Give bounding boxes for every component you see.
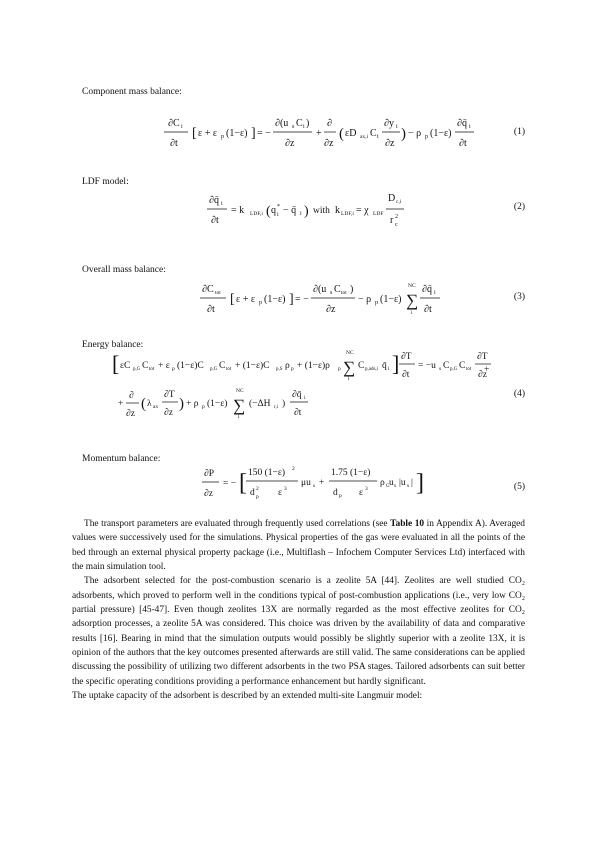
svg-text:∂z: ∂z [385, 138, 395, 149]
svg-text:∂t: ∂t [459, 138, 467, 149]
svg-text:∂q̄: ∂q̄ [209, 195, 219, 206]
svg-text:εC: εC [120, 361, 131, 371]
svg-text:p: p [221, 134, 224, 140]
svg-text:+ ρ: + ρ [186, 399, 199, 409]
svg-text:): ) [401, 126, 406, 142]
svg-text:∂T: ∂T [477, 352, 488, 362]
svg-text:λ: λ [147, 399, 152, 409]
svg-text:p,G: p,G [450, 367, 458, 372]
svg-text:d: d [250, 488, 255, 498]
svg-text:i: i [303, 124, 305, 130]
equation-number-5: (5) [513, 482, 525, 492]
svg-text:3: 3 [365, 486, 368, 492]
svg-text:∂: ∂ [129, 391, 134, 401]
ldf-with-label: with [313, 206, 330, 216]
svg-text:d: d [333, 488, 338, 498]
svg-text:= k: = k [231, 205, 245, 216]
svg-text:∂C: ∂C [168, 118, 180, 129]
svg-text:− q̄: − q̄ [283, 205, 297, 216]
svg-text:s: s [407, 483, 410, 489]
svg-text:− ρ: − ρ [358, 294, 372, 305]
svg-text:p,S: p,S [276, 367, 283, 372]
svg-text:C: C [459, 361, 466, 371]
heading-overall-mass-balance: Overall mass balance: [82, 265, 166, 275]
svg-text:NC: NC [408, 283, 416, 289]
svg-text:∂y: ∂y [384, 118, 394, 129]
svg-text:2: 2 [256, 486, 259, 492]
svg-text:C: C [370, 128, 377, 139]
svg-text:ε: ε [359, 488, 363, 498]
table-10-reference: Table 10 [390, 519, 425, 529]
svg-text:∂z: ∂z [126, 409, 135, 419]
equation-number-3: (3) [513, 292, 525, 302]
svg-text:[: [ [239, 470, 247, 496]
svg-text:p: p [202, 404, 205, 410]
svg-text:2: 2 [292, 466, 295, 472]
svg-text:ax: ax [153, 404, 159, 410]
svg-text:i: i [388, 366, 390, 372]
equation-ldf-model [205, 189, 405, 235]
svg-text:tot: tot [226, 367, 232, 372]
svg-text:2: 2 [395, 214, 398, 220]
svg-text:150 (1−ε): 150 (1−ε) [248, 468, 286, 478]
svg-text:LDF,i: LDF,i [250, 211, 263, 217]
svg-text:i: i [181, 124, 183, 130]
heading-ldf-model: LDF model: [82, 177, 129, 187]
svg-text:C: C [219, 361, 226, 371]
svg-text:D: D [388, 193, 396, 204]
svg-text:∑: ∑ [343, 358, 356, 377]
svg-text:r: r [390, 215, 394, 226]
svg-text:∂q̄: ∂q̄ [422, 284, 432, 295]
svg-text:∂C: ∂C [202, 284, 214, 295]
svg-text:i: i [300, 211, 302, 217]
svg-text:): ) [304, 204, 309, 219]
svg-text:i: i [411, 310, 413, 316]
svg-text:(1−ε): (1−ε) [430, 128, 452, 139]
svg-text:p: p [259, 300, 262, 306]
svg-text:]: ] [392, 351, 400, 376]
svg-text:p,G: p,G [133, 367, 141, 372]
svg-text:[: [ [192, 126, 197, 141]
svg-text:q̄: q̄ [382, 361, 387, 371]
svg-text:G: G [386, 484, 390, 489]
svg-text:tot: tot [466, 367, 472, 372]
svg-text:LDF: LDF [373, 211, 384, 217]
svg-text:C: C [358, 361, 365, 371]
svg-text:t: t [377, 134, 379, 140]
svg-text:(1−ε)C: (1−ε)C [177, 361, 204, 371]
svg-text:= −: = − [223, 479, 237, 489]
svg-text:s: s [330, 290, 333, 296]
svg-text:k: k [335, 205, 340, 216]
svg-text:∂T: ∂T [164, 390, 175, 400]
svg-text:q: q [271, 205, 276, 216]
svg-text:(1−ε): (1−ε) [207, 399, 228, 409]
svg-text:+ ε: + ε [158, 361, 170, 371]
svg-text:∂t: ∂t [170, 138, 178, 149]
svg-text:∂: ∂ [327, 118, 332, 129]
svg-text:tot: tot [215, 290, 221, 296]
svg-text:= −: = − [257, 128, 271, 139]
svg-text:∂(u: ∂(u [275, 118, 289, 129]
equation-component-mass-balance [160, 112, 460, 156]
svg-text:∂P: ∂P [204, 469, 214, 479]
svg-text:(1−ε): (1−ε) [380, 294, 402, 305]
svg-text:∑: ∑ [406, 291, 419, 310]
svg-text:NC: NC [236, 388, 244, 394]
svg-text:C: C [443, 361, 450, 371]
svg-text:LDF,i: LDF,i [341, 211, 354, 217]
svg-text:∂z: ∂z [326, 304, 336, 315]
svg-text:(1−ε): (1−ε) [264, 294, 286, 305]
svg-text:μu: μu [301, 478, 311, 488]
svg-text:i: i [348, 376, 350, 382]
svg-text:p: p [256, 494, 259, 500]
svg-text:i: i [221, 201, 223, 207]
svg-text:∂z: ∂z [478, 370, 487, 380]
svg-text:p: p [375, 300, 378, 306]
svg-text:i: i [396, 124, 398, 130]
svg-text:∂t: ∂t [211, 215, 219, 226]
svg-text:∂z: ∂z [324, 138, 334, 149]
svg-text:]: ] [289, 292, 294, 307]
svg-text:+: + [316, 128, 322, 139]
svg-text:p: p [291, 366, 294, 372]
svg-text:p,ads,i: p,ads,i [365, 367, 379, 372]
svg-text:p: p [425, 134, 428, 140]
svg-text:*: * [277, 204, 280, 210]
svg-text:− ρ: − ρ [408, 128, 422, 139]
equation-number-4: (4) [513, 389, 525, 399]
svg-text:): ) [179, 396, 184, 412]
svg-text:C: C [142, 361, 149, 371]
svg-text:p,G: p,G [210, 367, 218, 372]
svg-text:p: p [339, 493, 342, 499]
svg-text:c,i: c,i [396, 199, 402, 205]
svg-text:|: | [411, 478, 413, 488]
svg-text:s: s [394, 483, 397, 489]
svg-text:= −: = − [295, 294, 309, 305]
svg-text:c: c [395, 222, 398, 228]
svg-text:= χ: = χ [356, 205, 369, 216]
equation-overall-mass-balance-sum [406, 278, 446, 326]
svg-text:(: ( [141, 396, 146, 412]
svg-text:ρ: ρ [285, 361, 290, 371]
svg-text:ε + ε: ε + ε [236, 294, 256, 305]
paragraph-adsorbent: The adsorbent selected for the post-combustion scenario is a zeolite 5A [44]. Zeolites are well studied CO₂ adsorbents, which proved to perform well in the conditions typical of post-combustion applications (i.e., very low CO₂ partial pressure) [45-47]. Even though zeolites 13X are normally regarded as the most effective zeolites for CO₂ adsorption processes, a zeolite 5A was considered. This choice was driven by the availability of data and comparative results [16]. Bearing in mind that the simulation outputs would possibly be slightly superior with a zeolite 13X, it is opinion of the authors that the key outcomes presented afterwards are still valid. The same considerations can be applied discussing the possibility of utilizing two different adsorbents in the two PSA stages. Tailored adsorbents can suit better the specific operating conditions providing a performance enhancement but hardly significant. [72, 576, 525, 687]
svg-text:∂t: ∂t [294, 408, 302, 418]
svg-text:p: p [172, 366, 175, 372]
svg-text:): ) [306, 118, 310, 129]
svg-text:+ (1−ε)ρ: + (1−ε)ρ [297, 361, 330, 371]
svg-text:∂t: ∂t [402, 370, 410, 380]
svg-text:ρ: ρ [380, 478, 385, 488]
svg-text:): ) [350, 284, 354, 295]
svg-text:+: + [484, 365, 490, 375]
svg-text:ε + ε: ε + ε [198, 128, 218, 139]
svg-text:∂t: ∂t [207, 304, 215, 315]
svg-text:∂t: ∂t [424, 304, 432, 315]
equation-overall-mass-balance [198, 278, 408, 326]
svg-text:s: s [292, 124, 295, 130]
svg-text:i: i [304, 395, 306, 401]
svg-text:∂z: ∂z [164, 408, 173, 418]
equation-number-1: (1) [513, 127, 525, 137]
svg-text:∂T: ∂T [401, 352, 412, 362]
svg-text:[: [ [112, 351, 120, 376]
paragraph-transport-parameters: The transport parameters are evaluated through frequently used correlations (see Table 10 in Appendix A). Averaged values were successively used for the simulations. Physical properties of the gas were evaluated in all the points of the bed through an external physical property package (i.e., Multiflash – Infochem Computer Services Ltd) interfaced with the main simulation tool. [72, 519, 525, 573]
svg-text:∂z: ∂z [285, 138, 295, 149]
svg-text:= −u: = −u [418, 361, 436, 371]
svg-text:ε: ε [278, 488, 282, 498]
svg-text:3: 3 [284, 486, 287, 492]
svg-text:i: i [469, 124, 471, 130]
svg-text:tot: tot [341, 290, 347, 296]
svg-text:+: + [319, 478, 325, 488]
svg-text:tot: tot [149, 367, 155, 372]
svg-text:∂q̄: ∂q̄ [457, 118, 467, 129]
svg-text:ax,i: ax,i [360, 134, 369, 140]
svg-text:(: ( [266, 204, 271, 219]
svg-text:u: u [389, 478, 394, 488]
heading-component-mass-balance: Component mass balance: [82, 87, 182, 97]
svg-text:∂(u: ∂(u [313, 284, 327, 295]
svg-text:|u: |u [399, 478, 406, 488]
svg-text:r,i: r,i [274, 405, 279, 410]
svg-text:i: i [238, 414, 240, 420]
equation-number-2: (2) [513, 202, 525, 212]
equation-momentum-balance [202, 462, 402, 508]
equation-momentum-balance-tail [389, 462, 429, 508]
svg-text:[: [ [230, 292, 235, 307]
equation-energy-balance [112, 346, 492, 436]
svg-text:1.75 (1−ε): 1.75 (1−ε) [331, 468, 371, 478]
svg-text:+ (1−ε)C: + (1−ε)C [235, 361, 270, 371]
svg-text:(−ΔH: (−ΔH [249, 399, 271, 409]
svg-text:∂q̄: ∂q̄ [292, 390, 302, 400]
heading-energy-balance: Energy balance: [82, 340, 144, 350]
svg-text:C: C [334, 284, 341, 295]
svg-text:s: s [439, 366, 442, 372]
heading-momentum-balance: Momentum balance: [82, 454, 161, 464]
svg-text:(: ( [339, 126, 344, 142]
svg-text:εD: εD [345, 128, 357, 139]
svg-text:): ) [282, 399, 286, 409]
svg-text:p: p [338, 366, 341, 372]
svg-text:∑: ∑ [233, 396, 246, 415]
equation-component-mass-balance-term [455, 112, 475, 156]
body-text [72, 517, 525, 703]
svg-text:∂z: ∂z [204, 489, 213, 499]
svg-text:(1−ε): (1−ε) [226, 128, 248, 139]
svg-text:]: ] [416, 470, 424, 496]
svg-text:s: s [313, 483, 316, 489]
svg-text:i: i [434, 290, 436, 296]
svg-text:+: + [118, 399, 124, 409]
svg-text:]: ] [251, 126, 256, 141]
paragraph-uptake-capacity: The uptake capacity of the adsorbent is described by an extended multi-site Langmuir model: [72, 691, 423, 702]
svg-text:C: C [296, 118, 303, 129]
svg-text:NC: NC [346, 350, 354, 356]
svg-text:i: i [277, 212, 279, 218]
